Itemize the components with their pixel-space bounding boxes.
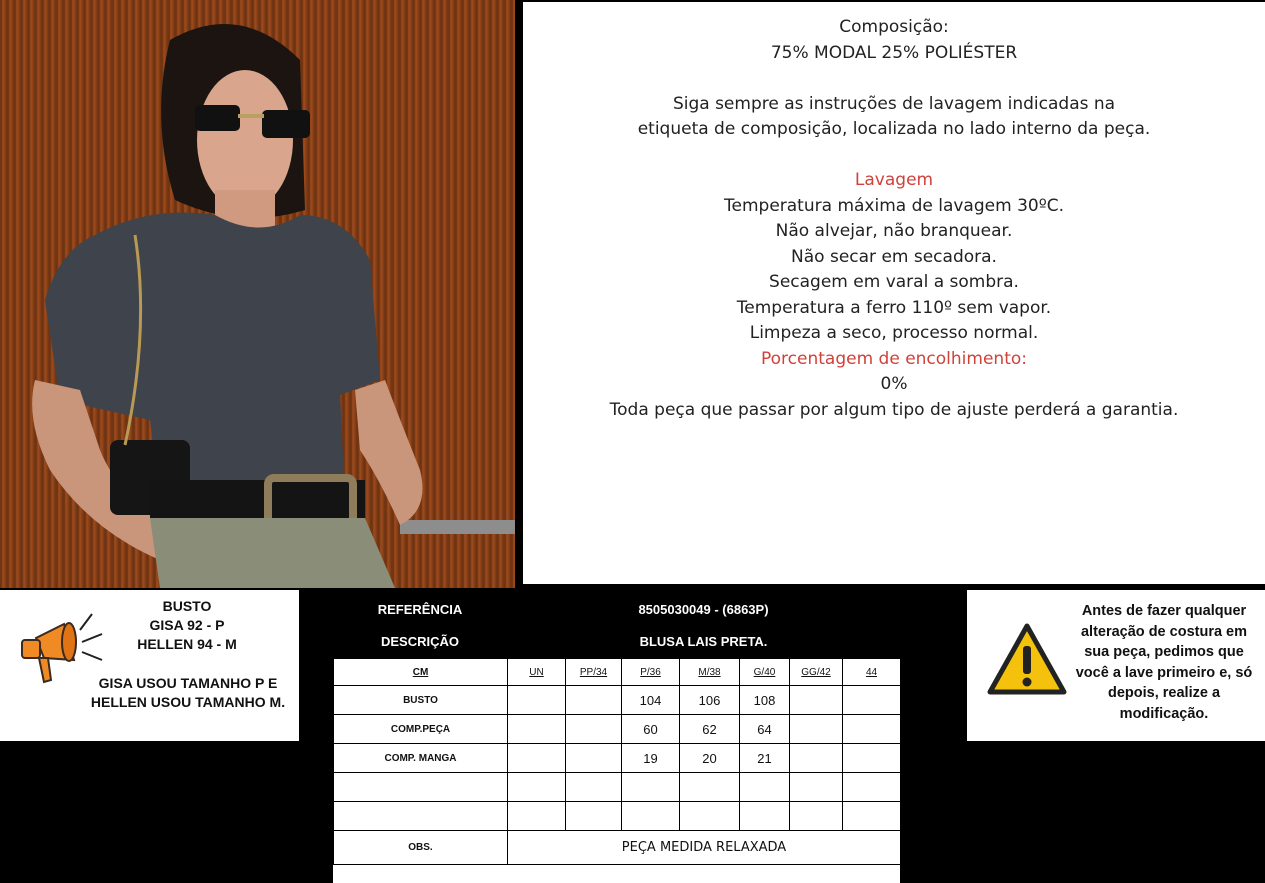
column-header: CM <box>334 659 508 686</box>
table-cell <box>740 802 790 831</box>
composition-heading: Composição: <box>839 17 949 37</box>
busto-line: GISA 92 - P <box>149 617 225 633</box>
wash-line: Temperatura a ferro 110º sem vapor. <box>736 297 1052 318</box>
table-cell <box>508 715 566 744</box>
wash-heading: Lavagem <box>854 170 934 190</box>
table-cell <box>508 744 566 773</box>
row-label: COMP.PEÇA <box>334 715 508 744</box>
table-cell <box>790 715 843 744</box>
column-header: PP/34 <box>566 659 622 686</box>
shrink-heading: Porcentagem de encolhimento: <box>761 348 1027 369</box>
warning-line: alteração de costura em <box>1080 623 1248 640</box>
table-row <box>334 686 901 715</box>
table-cell: 21 <box>740 744 790 773</box>
warning-line: Antes de fazer qualquer <box>1081 603 1247 619</box>
table-cell: 62 <box>680 715 740 744</box>
reference-row <box>333 594 900 626</box>
table-cell <box>566 686 622 715</box>
table-cell: 106 <box>680 686 740 715</box>
column-header: UN <box>508 659 566 686</box>
warning-line: depois, realize a <box>1107 685 1221 701</box>
column-header: M/38 <box>680 659 740 686</box>
table-cell: 60 <box>622 715 680 744</box>
instructions-line-2: etiqueta de composição, localizada no lado interno da peça. <box>637 119 1151 139</box>
warning-card <box>967 590 1265 741</box>
wash-line: Não alvejar, não branquear. <box>775 221 1013 241</box>
table-cell <box>790 773 843 802</box>
column-header: GG/42 <box>790 659 843 686</box>
wash-line: Temperatura máxima de lavagem 30ºC. <box>724 195 1064 216</box>
warning-icon <box>987 622 1067 696</box>
table-cell <box>566 744 622 773</box>
row-label <box>334 773 508 802</box>
shrink-value: 0% <box>880 374 908 394</box>
table-cell: 64 <box>740 715 790 744</box>
row-label <box>334 802 508 831</box>
table-cell <box>790 744 843 773</box>
row-label: BUSTO <box>334 686 508 715</box>
table-cell <box>843 686 901 715</box>
table-cell <box>566 773 622 802</box>
obs-value: PEÇA MEDIDA RELAXADA <box>508 831 901 865</box>
reference-value: 8505030049 - (6863P) <box>638 602 769 617</box>
description-row <box>333 626 900 658</box>
table-row <box>334 715 901 744</box>
obs-label: OBS. <box>334 831 508 865</box>
description-value: BLUSA LAIS PRETA. <box>639 634 768 649</box>
model-size-card <box>0 590 299 741</box>
instructions-line-1: Siga sempre as instruções de lavagem indicadas na <box>672 93 1116 114</box>
table-cell <box>843 744 901 773</box>
table-cell <box>680 802 740 831</box>
busto-line: HELLEN 94 - M <box>137 636 237 652</box>
reference-label: REFERÊNCIA <box>377 602 463 617</box>
table-cell <box>508 686 566 715</box>
obs-row <box>334 831 901 865</box>
wash-line: Não secar em secadora. <box>791 246 997 267</box>
table-cell <box>740 773 790 802</box>
table-cell <box>566 802 622 831</box>
table-cell <box>508 773 566 802</box>
table-row <box>334 773 901 802</box>
description-label: DESCRIÇÃO <box>380 634 459 649</box>
size-used-line: GISA USOU TAMANHO P E <box>98 675 278 691</box>
size-table <box>333 658 901 865</box>
warning-line: você a lave primeiro e, só <box>1075 664 1253 681</box>
table-cell: 108 <box>740 686 790 715</box>
composition-value: 75% MODAL 25% POLIÉSTER <box>770 42 1018 63</box>
table-cell <box>843 773 901 802</box>
table-cell <box>508 802 566 831</box>
table-cell <box>622 773 680 802</box>
column-header: 44 <box>843 659 901 686</box>
table-cell: 19 <box>622 744 680 773</box>
warning-line: sua peça, pedimos que <box>1084 644 1244 660</box>
warning-line: modificação. <box>1119 705 1209 722</box>
table-cell <box>680 773 740 802</box>
warranty-note: Toda peça que passar por algum tipo de ajuste perderá a garantia. <box>609 399 1179 420</box>
table-cell <box>790 802 843 831</box>
table-cell <box>790 686 843 715</box>
column-header: P/36 <box>622 659 680 686</box>
table-cell <box>622 802 680 831</box>
row-label: COMP. MANGA <box>334 744 508 773</box>
wash-line: Limpeza a seco, processo normal. <box>749 323 1039 343</box>
table-row <box>334 802 901 831</box>
table-cell <box>566 715 622 744</box>
column-header: G/40 <box>740 659 790 686</box>
busto-title: BUSTO <box>162 598 212 614</box>
care-instructions-panel <box>523 2 1265 584</box>
table-cell <box>843 802 901 831</box>
table-header-row <box>334 659 901 686</box>
measurement-table <box>333 594 900 883</box>
wash-line: Secagem em varal a sombra. <box>769 272 1019 292</box>
table-cell: 104 <box>622 686 680 715</box>
table-row <box>334 744 901 773</box>
table-cell: 20 <box>680 744 740 773</box>
product-photo <box>0 0 515 588</box>
table-cell <box>843 715 901 744</box>
size-used-line: HELLEN USOU TAMANHO M. <box>90 694 286 710</box>
